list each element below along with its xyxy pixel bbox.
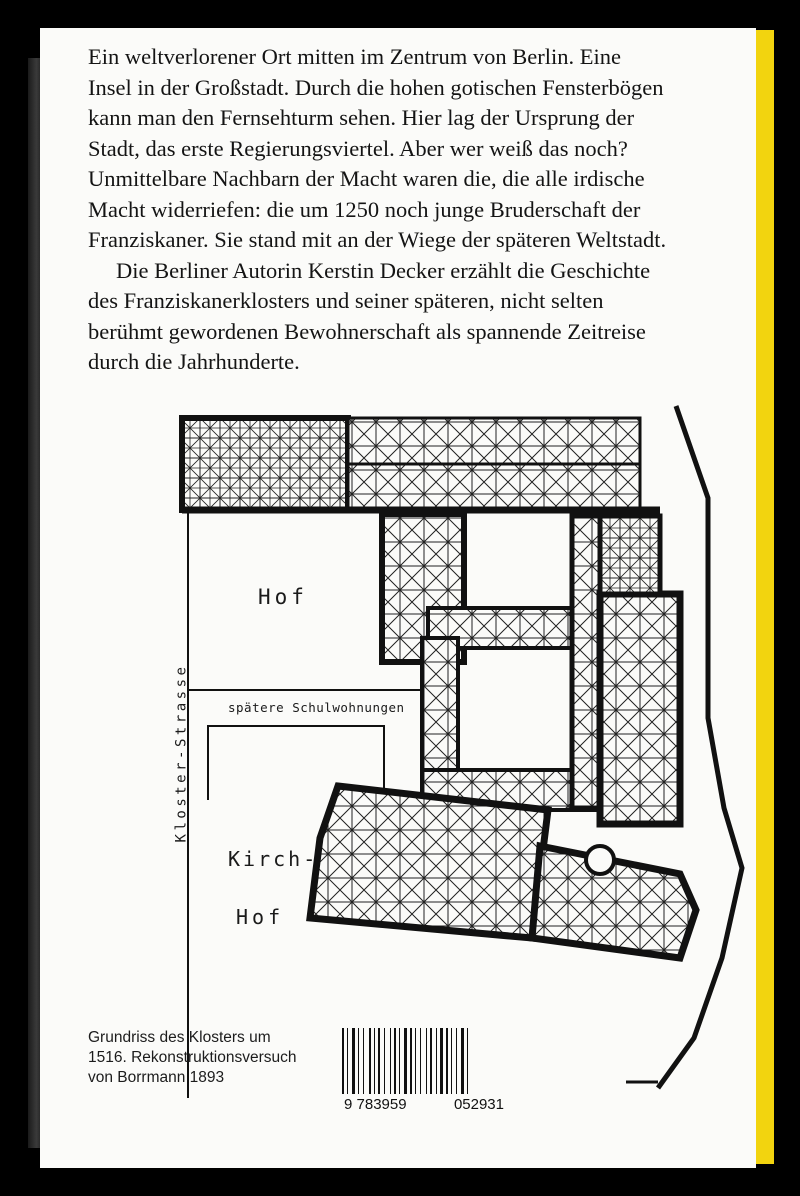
barcode-bars xyxy=(340,1028,500,1094)
label-kloster-strasse: Kloster-Strasse xyxy=(173,663,190,843)
label-hof: Hof xyxy=(258,585,308,609)
blurb-paragraph-2: Die Berliner Autorin Kerstin Decker erzählt die Geschichte des Franziskanerklosters und seiner späteren, nicht selten berühmt gewordenen Bewohnerschaft als spannende Zeitreise durch die Jahrhunderte. xyxy=(88,257,651,374)
image-caption xyxy=(88,1028,328,1088)
isbn-number xyxy=(344,1096,504,1113)
caption-line-3: von Borrmann 1893 xyxy=(88,1069,225,1086)
monastery-floor-plan xyxy=(160,398,750,1118)
blurb-text xyxy=(88,42,668,378)
blurb-paragraph-1: Ein weltverlorener Ort mitten im Zentrum von Berlin. Eine Insel in der Großstadt. Durch die hohen gotischen Fensterbögen kann man den Fernsehturm sehen. Hier lag der Ursprung der Stadt, das erste Regierungsviertel. Aber wer weiß das noch? Unmittelbare Nachbarn der Macht waren die, die alle irdische Macht widerriefen: die um 1250 noch junge Bruderschaft der Franziskaner. Sie stand mit an der Wiege der späteren Weltstadt. xyxy=(88,44,667,252)
isbn-left: 9 783959 xyxy=(344,1096,407,1113)
yellow-page-edge xyxy=(756,30,774,1164)
cloister xyxy=(382,514,680,824)
label-kirch: Kirch- xyxy=(228,847,319,871)
isbn-right: 052931 xyxy=(453,1096,504,1113)
north-wing xyxy=(182,418,660,510)
label-schulwohnungen: spätere Schulwohnungen xyxy=(228,700,405,715)
caption-line-1: Grundriss des Klosters um xyxy=(88,1029,271,1046)
caption-line-2: 1516. Rekonstruktionsversuch xyxy=(88,1049,297,1066)
barcode xyxy=(340,1028,500,1094)
label-kirchhof: Hof xyxy=(236,905,285,929)
floor-plan-drawing xyxy=(160,398,750,1118)
